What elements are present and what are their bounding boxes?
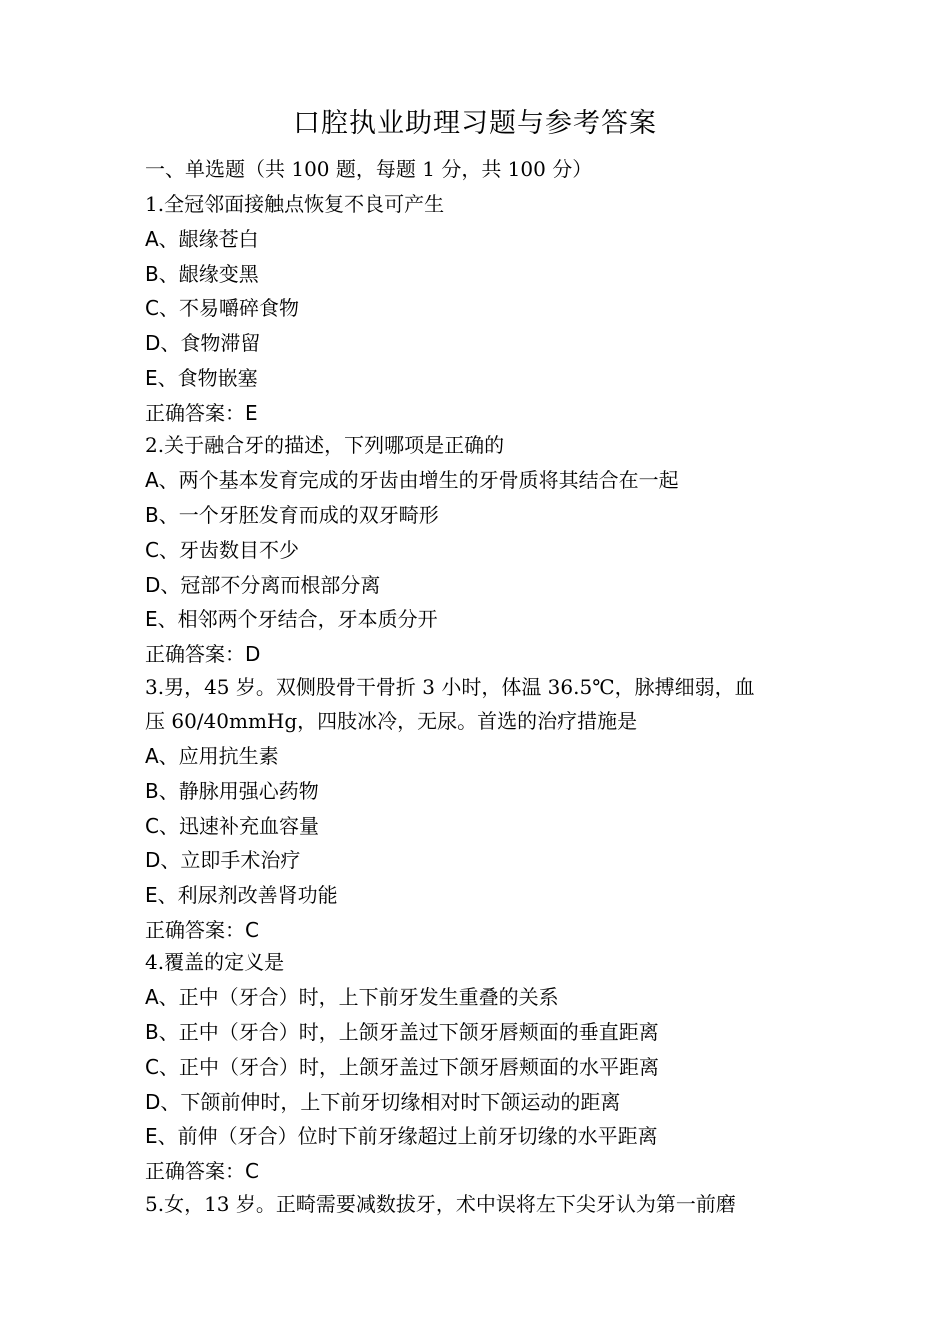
section-heading: 一、单选题（共 100 题，每题 1 分，共 100 分） bbox=[145, 157, 593, 181]
question-3-stem-line-1: 3.男，45 岁。双侧股骨干骨折 3 小时，体温 36.5℃，脉搏细弱，血 bbox=[145, 675, 755, 699]
question-3-answer: 正确答案：C bbox=[145, 918, 259, 942]
question-5-stem: 5.女，13 岁。正畸需要减数拔牙，术中误将左下尖牙认为第一前磨 bbox=[145, 1192, 736, 1216]
question-3-option-d: D、立即手术治疗 bbox=[145, 848, 301, 872]
question-2-option-e: E、相邻两个牙结合，牙本质分开 bbox=[145, 607, 438, 631]
question-1-option-e: E、食物嵌塞 bbox=[145, 366, 258, 390]
question-1-option-c: C、不易嚼碎食物 bbox=[145, 296, 299, 320]
question-4-answer: 正确答案：C bbox=[145, 1159, 259, 1183]
question-4-option-b: B、正中（牙合）时，上颌牙盖过下颌牙唇颊面的垂直距离 bbox=[145, 1020, 659, 1044]
question-2-option-c: C、牙齿数目不少 bbox=[145, 538, 299, 562]
question-1-option-b: B、龈缘变黑 bbox=[145, 262, 259, 286]
question-2-option-d: D、冠部不分离而根部分离 bbox=[145, 573, 381, 597]
question-1-stem: 1.全冠邻面接触点恢复不良可产生 bbox=[145, 192, 445, 216]
question-3-option-e: E、利尿剂改善肾功能 bbox=[145, 883, 338, 907]
question-2-option-b: B、一个牙胚发育而成的双牙畸形 bbox=[145, 503, 439, 527]
question-3-option-c: C、迅速补充血容量 bbox=[145, 814, 319, 838]
question-2-stem: 2.关于融合牙的描述，下列哪项是正确的 bbox=[145, 433, 505, 457]
question-2-option-a: A、两个基本发育完成的牙齿由增生的牙骨质将其结合在一起 bbox=[145, 468, 679, 492]
question-3-option-b: B、静脉用强心药物 bbox=[145, 779, 319, 803]
question-4-option-e: E、前伸（牙合）位时下前牙缘超过上前牙切缘的水平距离 bbox=[145, 1124, 658, 1148]
question-4-stem: 4.覆盖的定义是 bbox=[145, 950, 285, 974]
question-1-option-a: A、龈缘苍白 bbox=[145, 227, 259, 251]
question-1-answer: 正确答案：E bbox=[145, 401, 258, 425]
question-2-answer: 正确答案：D bbox=[145, 642, 261, 666]
question-3-option-a: A、应用抗生素 bbox=[145, 744, 279, 768]
question-4-option-a: A、正中（牙合）时，上下前牙发生重叠的关系 bbox=[145, 985, 559, 1009]
question-3-stem-line-2: 压 60/40mmHg，四肢冰冷，无尿。首选的治疗措施是 bbox=[145, 709, 638, 733]
question-4-option-d: D、下颌前伸时，上下前牙切缘相对时下颌运动的距离 bbox=[145, 1090, 621, 1114]
question-1-option-d: D、食物滞留 bbox=[145, 331, 261, 355]
question-4-option-c: C、正中（牙合）时，上颌牙盖过下颌牙唇颊面的水平距离 bbox=[145, 1055, 659, 1079]
document-title: 口腔执业助理习题与参考答案 bbox=[293, 108, 657, 139]
